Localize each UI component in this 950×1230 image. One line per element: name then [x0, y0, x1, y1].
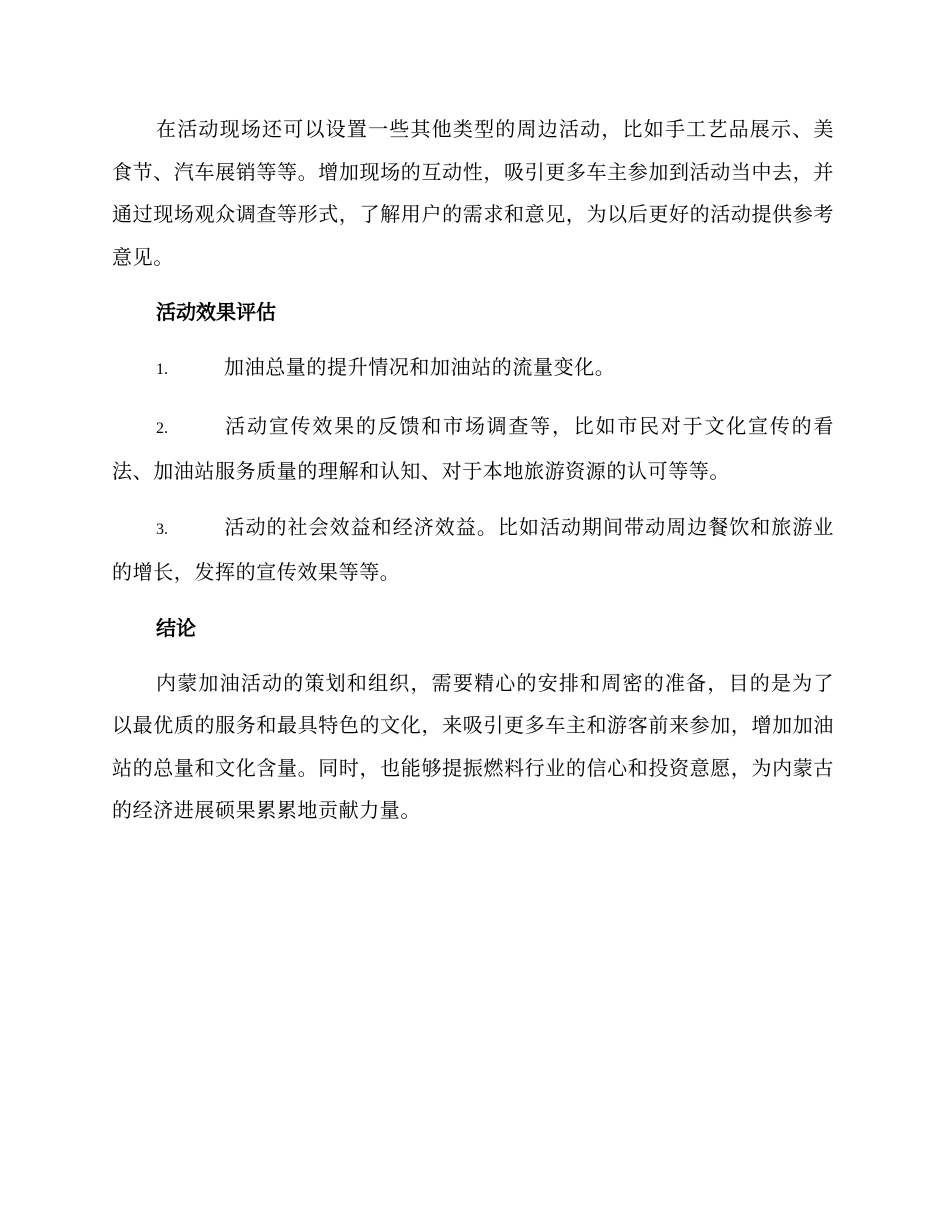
list-item-number: 3.: [156, 520, 168, 538]
document-page: [112, 108, 834, 845]
list-item-text: 加油总量的提升情况和加油站的流量变化。: [224, 355, 616, 379]
list-item-number: 2.: [156, 419, 168, 437]
intro-paragraph: 在活动现场还可以设置一些其他类型的周边活动，比如手工艺品展示、美食节、汽车展销等等。增加现场的互动性，吸引更多车主参加到活动当中去，并通过现场观众调查等形式，了解用户的需求和意见，为以后更好的活动提供参考意见。: [112, 117, 834, 269]
list-item-text: 活动的社会效益和经济效益。比如活动期间带动周边餐饮和旅游业的增长，发挥的宣传效果等等。: [112, 514, 834, 584]
evaluation-heading: 活动效果评估: [156, 300, 276, 324]
list-item: [112, 346, 834, 392]
list-item-text: 活动宣传效果的反馈和市场调查等，比如市民对于文化宣传的看法、加油站服务质量的理解和认知、对于本地旅游资源的认可等等。: [112, 413, 834, 483]
conclusion-heading: 结论: [156, 615, 196, 640]
list-item: [112, 405, 834, 493]
conclusion-paragraph: 内蒙加油活动的策划和组织，需要精心的安排和周密的准备，目的是为了以最优质的服务和最具特色的文化，来吸引更多车主和游客前来参加，增加加油站的总量和文化含量。同时，也能够提振燃料行业的信心和投资意愿，为内蒙古的经济进展硕果累累地贡献力量。: [112, 670, 834, 822]
list-item: [112, 506, 834, 594]
list-item-number: 1.: [156, 361, 168, 378]
